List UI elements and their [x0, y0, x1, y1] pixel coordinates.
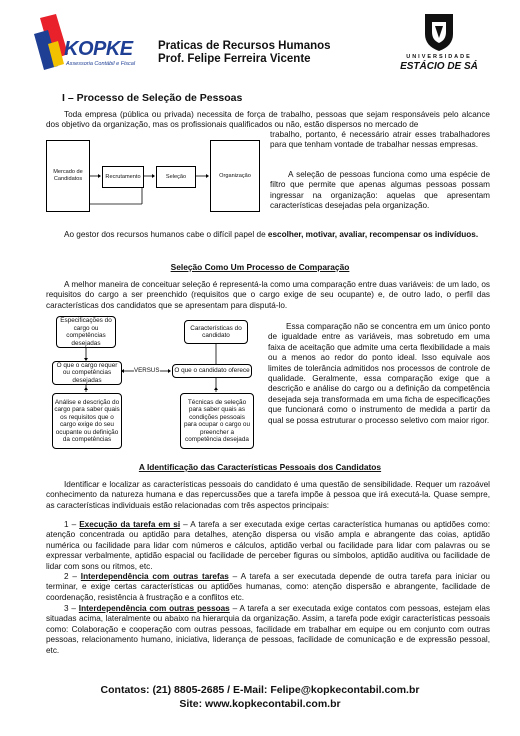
job-requires-box: [52, 361, 122, 385]
professor-name: Prof. Felipe Ferreira Vicente: [158, 53, 311, 65]
candidate-chars-box: [184, 320, 248, 344]
candidate-offers-box: [172, 364, 252, 378]
estacio-university-label: UNIVERSIDADE: [406, 54, 472, 60]
comparison-diagram: [52, 314, 264, 454]
paragraph-filter: A seleção de pessoas funciona como uma espécie de filtro que permite que apenas algumas pessoas possam ingressar na organização: aquelas que apresentam características desejadas pela organização.: [270, 170, 490, 211]
selection-techniques-box: [180, 393, 254, 449]
item2-text: – A tarefa a ser executada depende de outra tarefa para iniciar ou terminar, e exige certas características ou aptidões humanas, como: atenção dispersão e abrangente, facilidade de coordenação, resistência à frustração e a conflitos etc.: [46, 572, 490, 602]
item1-text: – A tarefa a ser executada exige certas característica humanas ou aptidões como: atenção concentrada ou aptidão para detalhes, atenção dispersa ou visão ampla e abrangente das coias, aptidão numérica ou facilidade para lidar com números e cálculos, aptidão verbal ou facilidade para lidar com palavras ou se expressar verbalmente, aptidão espacial ou facilidade de perceber figuras ou símbolos, aptidão auditiva ou facilidade de lidar com sons ou ritmos, etc.: [46, 520, 490, 571]
recruitment-box: [102, 166, 144, 188]
header-title: [158, 40, 331, 66]
course-title: Praticas de Recursos Humanos: [158, 40, 331, 52]
footer-contacts: Contatos: (21) 8805-2685 / E-Mail: Felipe@kopkecontabil.com.br: [100, 684, 420, 696]
candidate-offers-label: O que o candidato oferece: [174, 367, 250, 375]
item-task-interdependence: [46, 572, 490, 603]
manager-text: Ao gestor dos recursos humanos cabe o difícil papel de: [64, 230, 268, 239]
organization-label: Organização: [219, 172, 251, 179]
selection-process-diagram: [46, 132, 264, 218]
subtitle-comparison: Seleção Como Um Processo de Comparação: [170, 262, 350, 272]
organization-box: [210, 140, 260, 212]
selection-box: [156, 166, 196, 188]
job-requires-label: O que o cargo requer ou competências desejadas: [56, 361, 118, 384]
paragraph-manager: [46, 230, 490, 240]
paragraph-intro: Toda empresa (pública ou privada) necessita de força de trabalho, pessoas que sejam responsáveis pelo alcance dos objetivo da organização, mas os profissionais qualificados ou não, estão dispersos no mercado de: [46, 110, 490, 130]
manager-text-bold: escolher, motivar, avaliar, recompensar os indivíduos.: [267, 230, 479, 239]
candidate-chars-label: Características do candidato: [190, 324, 242, 339]
kopke-logo-text: KOPKE: [64, 38, 133, 60]
subtitle-identification: A Identificação das Características Pessoais dos Candidatos: [138, 462, 382, 472]
item-people-interdependence: [46, 604, 490, 656]
kopke-logo: [34, 14, 154, 76]
item2-title: Interdependência com outras tarefas: [80, 572, 229, 581]
estacio-logo: [392, 12, 486, 72]
job-specs-label: Especificações do cargo ou competências desejadas: [60, 317, 112, 347]
paragraph-comparison: A melhor maneira de conceituar seleção é representá-la como uma comparação entre duas variáveis: de um lado, os requisitos do cargo a ser preenchido (requisitos que o cargo exige de seu ocupante) e, de outro lado, o perfil das características dos candidatos que se apresentam para disputá-lo.: [46, 280, 490, 310]
recruitment-label: Recrutamento: [105, 173, 141, 180]
paragraph-tolerance: Essa comparação não se concentra em um único ponto de igualdade entre as variáveis, mas sobretudo em uma faixa de aceitação que admite uma certa flexibilidade a mais ou a menos ao redor do ponto ideal. Isso equivale aos limites de tolerância admitidos nos processos de controle de qualidade. Geralmente, essa comparação exige que a descrição e análise do cargo ou a definição da competência desejada seja transformada em uma ficha de especificações que funcionará como o instrumento de medida a partir da qual se possa estruturar o processo seletivo com maior rigor.: [268, 322, 490, 425]
job-analysis-box: [52, 393, 122, 449]
item3-title: Interdependência com outras pessoas: [78, 604, 230, 613]
paragraph-intro-cont: trabalho, portanto, é necessário atrair esses trabalhadores para que tenham vontade de trabalhar nessas empresas.: [270, 130, 490, 150]
market-candidates-label: Mercado de Candidatos: [53, 169, 83, 182]
footer-site: Site: www.kopkecontabil.com.br: [179, 698, 341, 710]
section-title: I – Processo de Seleção de Pessoas: [62, 92, 243, 104]
estacio-name: ESTÁCIO DE SÁ: [400, 61, 478, 72]
versus-label: VERSUS: [134, 367, 160, 374]
item3-text: – A tarefa a ser executada exige contatos com pessoas, estejam elas situadas acima, lateralmente ou abaixo na hierarquia da organização. Assim, a tarefa pode exigir características pessoais como: Colaboração e cooperação com outras pessoas, facilidade em trabalhar em equipe ou em conjunto com outras pessoas, relacionamento humano, iniciativa, liderança de pessoas, facilidade de comunicação e de expressão pessoal, etc.: [46, 604, 490, 655]
job-analysis-label: Análise e descrição do cargo para saber quais os requisitos que o cargo exige do seu ocupante ou definição da competências: [54, 398, 120, 443]
item2-number: 2 –: [64, 572, 81, 581]
job-specs-box: [56, 316, 116, 348]
paragraph-identification: Identificar e localizar as características pessoais do candidato é uma questão de sensibilidade. Requer um razoável conhecimento da natureza humana e das repercussões que a tarefa impõe à pessoa que irá executá-la. Quase sempre, as características individuais estão relacionadas com três aspectos principais:: [46, 480, 490, 510]
selection-label: Seleção: [165, 173, 187, 180]
shield-icon: [392, 12, 486, 52]
item1-title: Execução da tarefa em si: [79, 520, 181, 529]
item3-number: 3 –: [64, 604, 79, 613]
market-candidates-box: [46, 140, 90, 212]
item-task-execution: [46, 520, 490, 572]
selection-techniques-label: Técnicas de seleção para saber quais as condições pessoais para ocupar o cargo ou preencher a competência desejada: [183, 398, 251, 443]
item1-number: 1 –: [64, 520, 80, 529]
kopke-logo-subtitle: Assessoria Contábil e Fiscal: [66, 61, 136, 67]
